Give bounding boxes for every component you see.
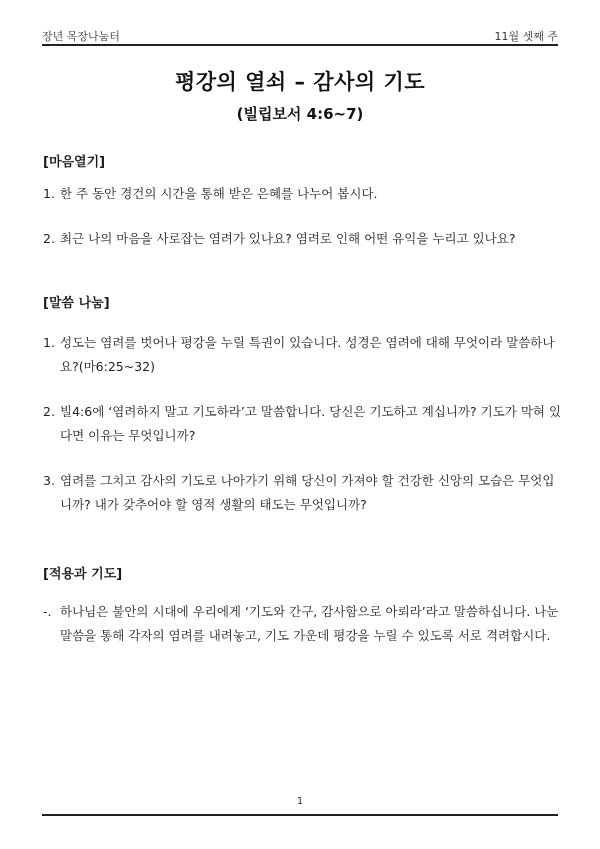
- page-header: [42, 24, 558, 44]
- page-number: 1: [296, 796, 304, 807]
- header-week: 11월 셋째 주: [494, 30, 558, 43]
- footer-divider: [42, 814, 558, 816]
- item-number: 1.: [43, 186, 55, 201]
- item-bullet: -.: [43, 604, 52, 619]
- document-subtitle: (빌립보서 4:6~7): [236, 105, 364, 123]
- item-number: 3.: [43, 473, 55, 488]
- item-text: 성도는 염려를 벗어나 평강을 누릴 특권이 있습니다. 성경은 염려에 대해 무엇이라 말씀하나요?(마6:25~32): [60, 335, 555, 374]
- list-item: [43, 227, 563, 251]
- header-group-name: 장년 목장나눔터: [42, 30, 120, 43]
- section-heading-opening: [마음열기]: [43, 155, 106, 170]
- item-text: 한 주 동안 경건의 시간을 통해 받은 은혜를 나누어 봅시다.: [60, 186, 378, 201]
- list-item: [43, 400, 563, 448]
- item-number: 1.: [43, 335, 55, 350]
- list-item: [43, 600, 563, 648]
- list-item: [43, 469, 563, 517]
- item-number: 2.: [43, 231, 55, 246]
- document-title: 평강의 열쇠 – 감사의 기도: [174, 70, 426, 94]
- list-item: [43, 182, 563, 206]
- item-text: 빌4:6에 ‘염려하지 말고 기도하라’고 말씀합니다. 당신은 기도하고 계십니까? 기도가 막혀 있다면 이유는 무엇입니까?: [60, 404, 562, 443]
- item-number: 2.: [43, 404, 55, 419]
- section-heading-word-sharing: [말씀 나눔]: [43, 296, 110, 311]
- header-divider: [42, 44, 558, 46]
- list-item: [43, 331, 563, 379]
- item-text: 최근 나의 마음을 사로잡는 염려가 있나요? 염려로 인해 어떤 유익을 누리고 있나요?: [60, 231, 516, 246]
- item-text: 염려를 그치고 감사의 기도로 나아가기 위해 당신이 가져야 할 건강한 신앙의 모습은 무엇입니까? 내가 갖추어야 할 영적 생활의 태도는 무엇입니까?: [60, 473, 555, 512]
- item-text: 하나님은 불안의 시대에 우리에게 ‘기도와 간구, 감사함으로 아뢰라’라고 말씀하십니다. 나눈 말씀을 통해 각자의 염려를 내려놓고, 기도 가운데 평강을 누릴 수 있도록 서로 격려합시다.: [60, 604, 559, 643]
- section-heading-application: [적용과 기도]: [43, 567, 123, 582]
